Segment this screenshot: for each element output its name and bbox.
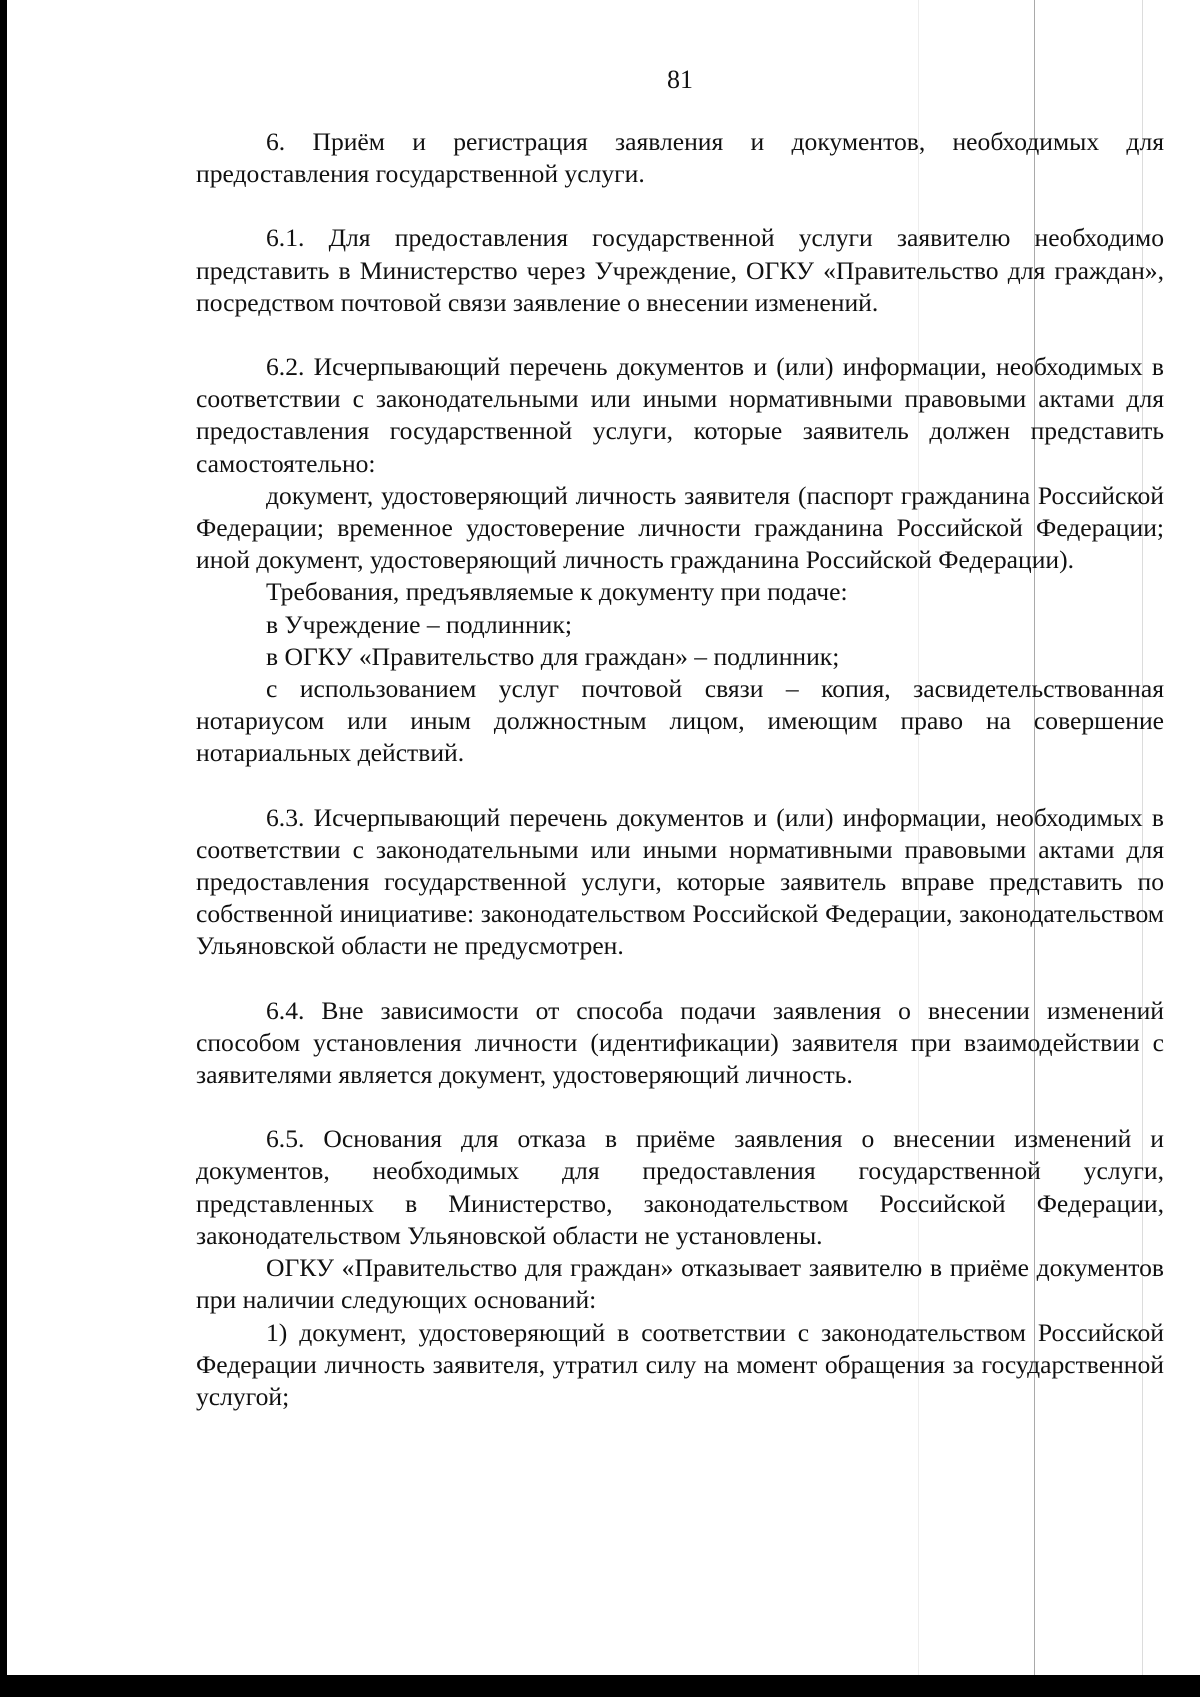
scan-border-left — [0, 0, 7, 1697]
scan-border-bottom — [0, 1675, 1200, 1697]
paragraph-6-2: 6.2. Исчерпывающий перечень документов и (или) информации, необходимых в соответствии с законодательными или иными нормативными правовыми актами для предоставления государственной услуги, которые заявитель должен представить самостоятельно: — [196, 352, 1164, 478]
paragraph-6-2-requirements: Требования, предъявляемые к документу при подаче: — [266, 577, 848, 607]
paragraph-6-2-institution: в Учреждение – подлинник; — [266, 609, 572, 639]
paragraph-6-5-item-1: 1) документ, удостоверяющий в соответствии с законодательством Российской Федерации личность заявителя, утратил силу на момент обращения за государственной услугой; — [196, 1317, 1164, 1411]
paragraph-6-2-ogku: в ОГКУ «Правительство для граждан» – подлинник; — [266, 641, 840, 671]
paragraph-6-2-document: документ, удостоверяющий личность заявителя (паспорт гражданина Российской Федерации; временное удостоверение личности гражданина Российской Федерации; иной документ, удостоверяющий личность гражданина Российской Федерации). — [196, 480, 1164, 575]
paragraph-6-2-postal: с использованием услуг почтовой связи – копия, засвидетельствованная нотариусом или иным должностным лицом, имеющим право на совершение нотариальных действий. — [196, 674, 1164, 768]
paragraph-6-5: 6.5. Основания для отказа в приёме заявления о внесении изменений и документов, необходимых для предоставления государственной услуги, представленных в Министерство, законодательством Российской Федерации, законодательством Ульяновской области не установлены. — [196, 1124, 1164, 1250]
paragraph-6-3: 6.3. Исчерпывающий перечень документов и (или) информации, необходимых в соответствии с законодательными или иными нормативными правовыми актами для предоставления государственной услуги, которые заявитель вправе представить по собственной инициативе: законодательством Российской Федерации, законодательством Ульяновской области не предусмотрен. — [196, 802, 1164, 961]
paragraph-6-4: 6.4. Вне зависимости от способа подачи заявления о внесении изменений способом установления личности (идентификации) заявителя при взаимодействии с заявителями является документ, удостоверяющий личность. — [196, 995, 1164, 1090]
document-body — [196, 126, 1164, 1413]
section-heading-6: 6. Приём и регистрация заявления и документов, необходимых для предоставления государственной услуги. — [196, 127, 1164, 189]
paragraph-6-5-ogku-refusal: ОГКУ «Правительство для граждан» отказывает заявителю в приёме документов при наличии следующих оснований: — [196, 1253, 1164, 1315]
page-number: 81 — [667, 65, 693, 94]
paragraph-6-1: 6.1. Для предоставления государственной услуги заявителю необходимо представить в Министерство через Учреждение, ОГКУ «Правительство для граждан», посредством почтовой связи заявление о внесении изменений. — [196, 223, 1164, 317]
